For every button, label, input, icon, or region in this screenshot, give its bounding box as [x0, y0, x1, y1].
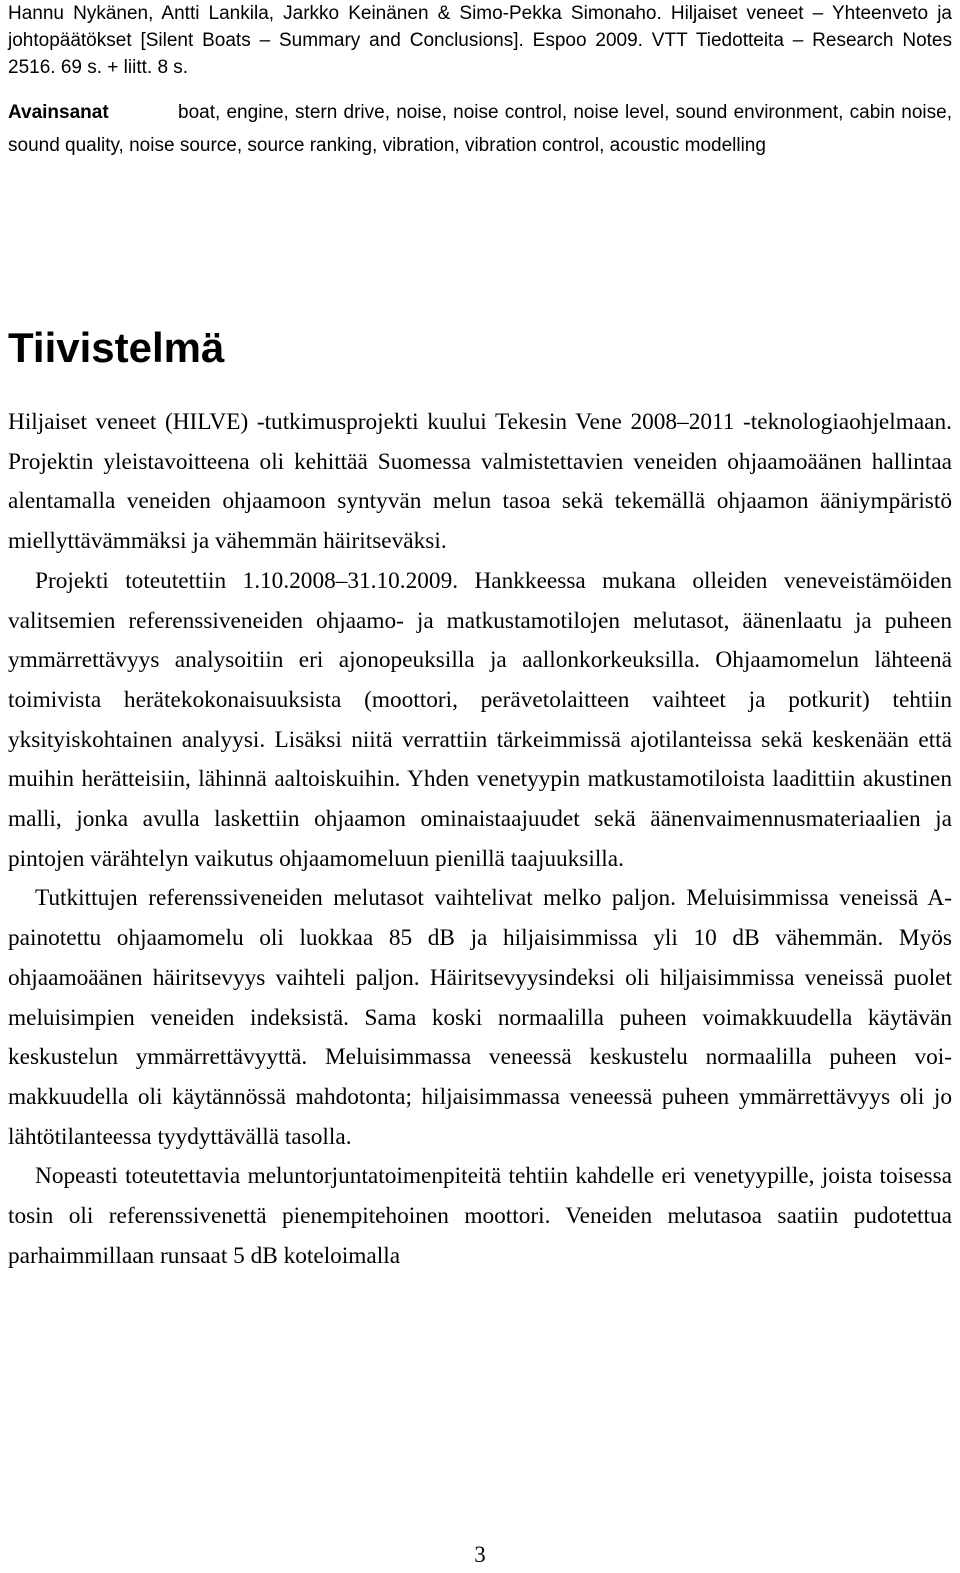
keywords-text: boat, engine, stern drive, noise, noise control, noise level, sound environment, cabin noise, sound quality, noise source, source ranking, vibration, vibration control, acoustic modelling — [8, 102, 952, 156]
paragraph-2: Projekti toteutettiin 1.10.2008–31.10.2009. Hankkeessa mukana olleiden veneveistämöiden valitsemien referenssiveneiden ohjaamo- ja matkustamotilojen melutasot, äänenlaatu ja puheen ymmärrettävyys analysoitiin eri ajonopeuksilla ja aallonkorkeuksilla. Ohjaamomelun lähteenä toimivista herätekokonaisuuksista (moottori, perävetolaitteen vaihteet ja potkurit) tehtiin yksityiskohtainen analyysi. Lisäksi niitä verrattiin tärkeimmissä ajotilanteissa sekä keskenään että muihin herätteisiin, lähinnä aaltoiskuihin. Yhden venetyypin matkustamotiloista laadittiin akustinen malli, jonka avulla laskettiin ohjaamon ominaistaajuudet sekä äänenvaimennusmateriaalien ja pintojen värähtelyn vaikutus ohjaamomeluun pienillä taajuuksilla. — [8, 567, 952, 872]
keywords-block — [8, 96, 952, 162]
citation-text: Hannu Nykänen, Antti Lankila, Jarkko Keinänen & Simo-Pekka Simonaho. Hiljaiset veneet – Yhteenveto ja johtopäätökset [Silent Boats – Summary and Conclusions]. Espoo 2009. VTT Tiedotteita – Research Notes 2516. 69 s. + liitt. 8 s. — [8, 3, 952, 78]
keywords-label: Avainsanat — [8, 102, 109, 123]
paragraph-3: Tutkittujen referenssiveneiden melutasot vaihtelivat melko paljon. Meluisimmissa veneissä A-painotettu ohjaamomelu oli luokkaa 85 dB ja hiljaisimmissa yli 10 dB vähemmän. Myös ohjaamoäänen häiritsevyys vaihteli paljon. Häiritsevyysindeksi oli hiljaisimmissa veneissä puolet meluisimpien veneiden indeksistä. Sama koski normaalilla puheen voimakkuudella käytävän keskustelun ymmärrettävyyttä. Meluisimmassa veneessä keskustelu normaalilla puheen voimakkuudella oli käytännössä mahdotonta; hiljaisimmassa veneessä puheen ymmärrettävyys oli jo lähtötilanteessa tyydyttävällä tasolla. — [8, 885, 952, 1150]
section-heading: Tiivistelmä — [8, 324, 225, 371]
abstract-body — [8, 403, 952, 1276]
page-number: 3 — [474, 1542, 486, 1567]
paragraph-1: Hiljaiset veneet (HILVE) -tutkimusprojekti kuului Tekesin Vene 2008–2011 -teknologiaohjelmaan. Projektin yleistavoitteena oli kehittää Suomessa valmistettavien veneiden ohjaamoäänen hallintaa alentamalla veneiden ohjaamoon syntyvän melun tasoa sekä tekemällä ohjaamon ääniympäristö miellyttävämmäksi ja vähemmän häiritseväksi. — [8, 409, 952, 555]
paragraph-4: Nopeasti toteutettavia meluntorjuntatoimenpiteitä tehtiin kahdelle eri venetyypille, joista toisessa tosin oli referenssivenettä pienempitehoinen moottori. Veneiden melutasoa saatiin pudotettua parhaimmillaan runsaat 5 dB koteloimalla — [8, 1163, 952, 1269]
